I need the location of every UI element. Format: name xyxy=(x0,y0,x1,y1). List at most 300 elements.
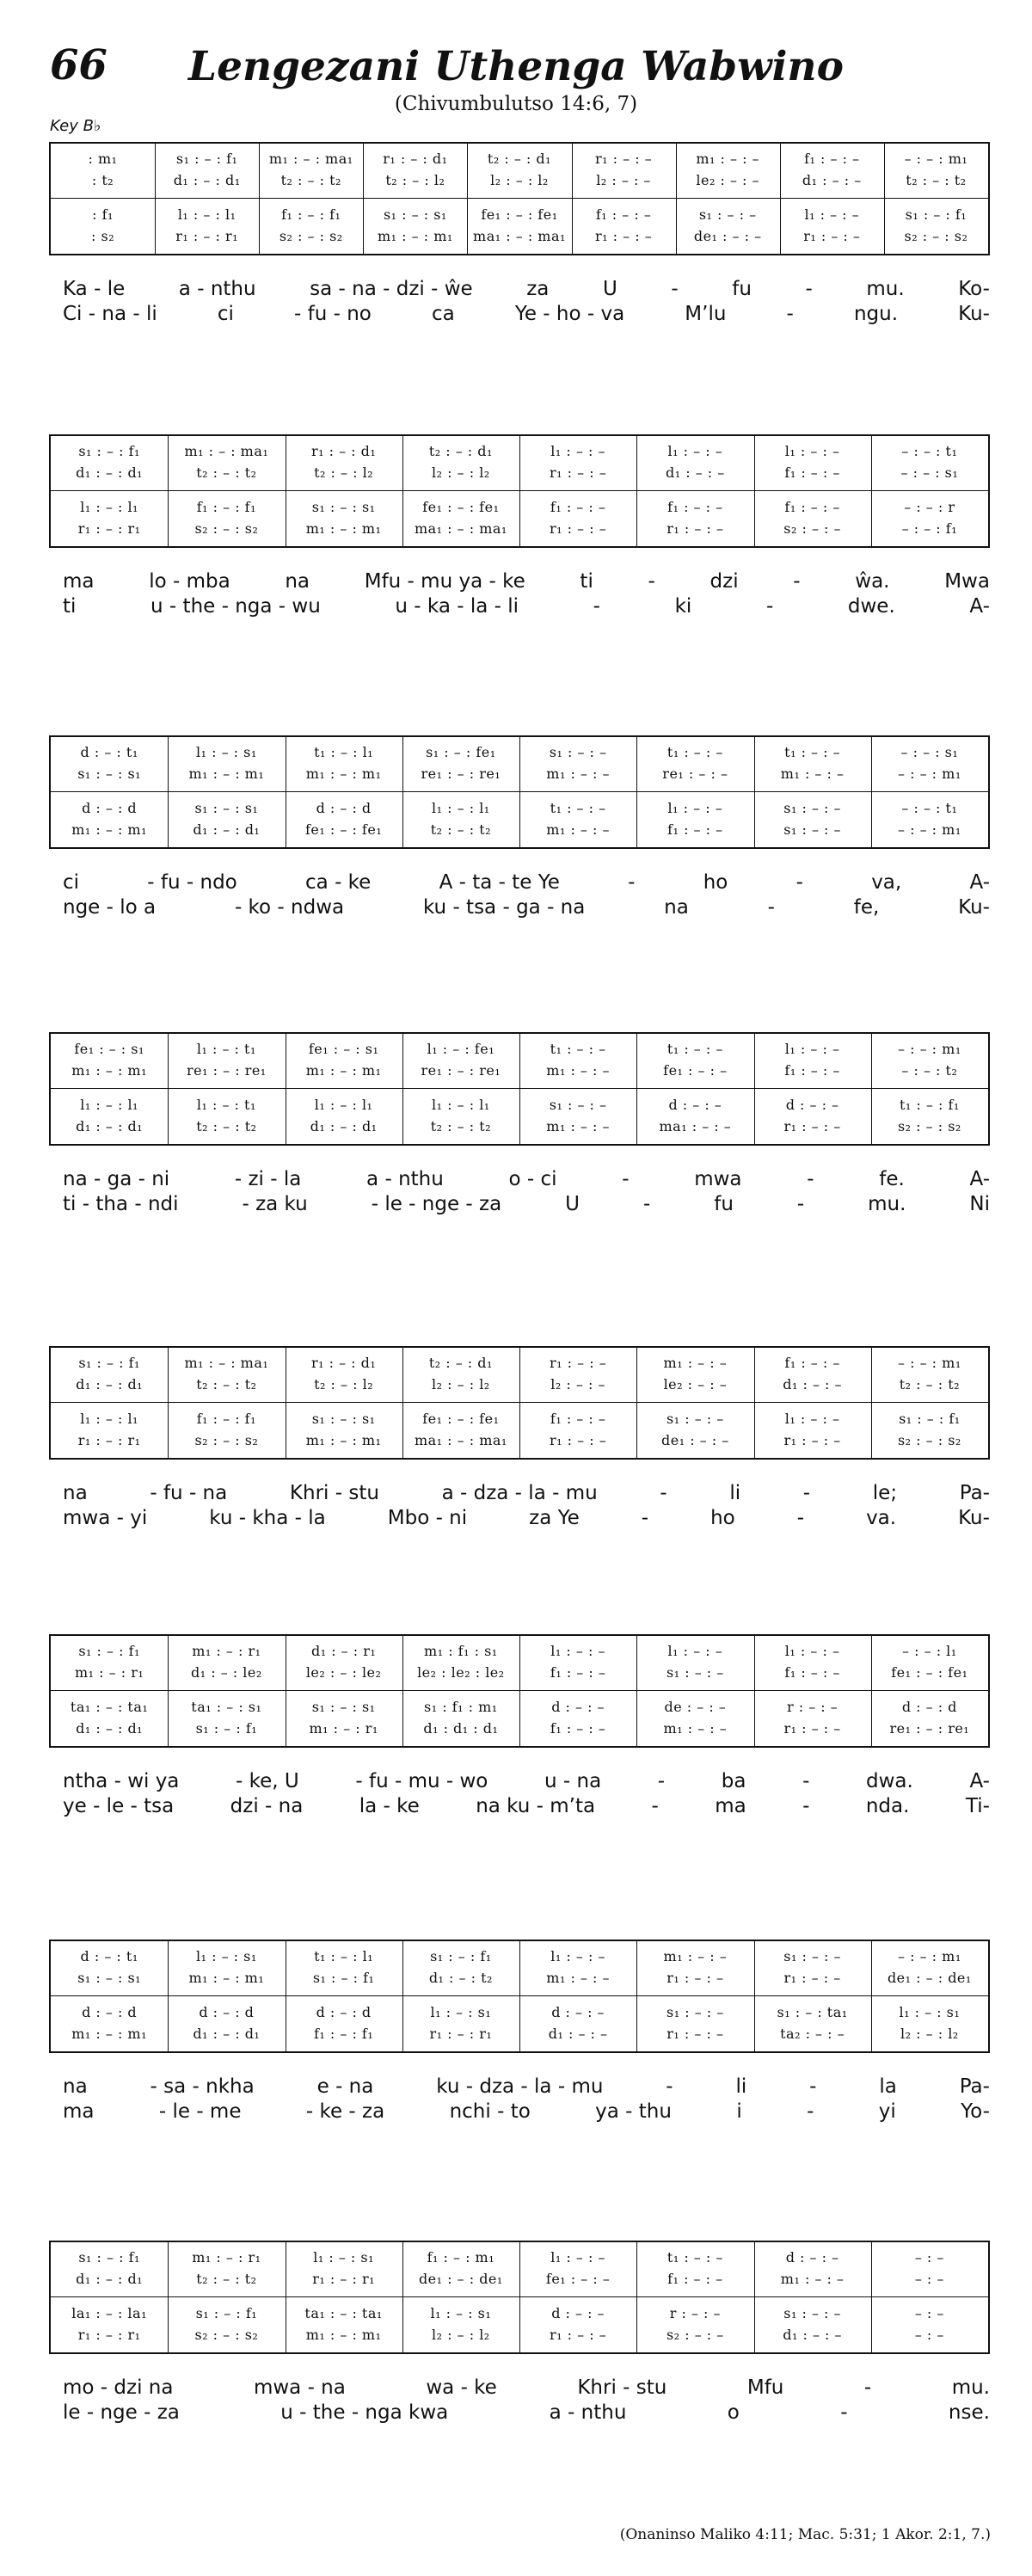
lyric-syllable: Ci - na - li xyxy=(63,303,157,325)
lyric-syllable: ye - le - tsa xyxy=(63,1795,175,1817)
lyric-syllable: - xyxy=(666,2075,673,2098)
solfa-measure: l₁ : – : – xyxy=(550,2249,605,2266)
solfa-measure: le₂ : – : – xyxy=(663,1376,728,1393)
solfa-measure: r₁ : – : – xyxy=(595,228,653,244)
solfa-measure: – : – : m₁ xyxy=(898,1041,961,1057)
solfa-measure: l₁ : – : s₁ xyxy=(195,744,257,760)
solfa-measure: t₁ : – : – xyxy=(666,744,723,760)
voice-part xyxy=(51,2023,988,2045)
lyric-line xyxy=(63,1168,990,1190)
lyric-syllable: Mfu xyxy=(746,2376,784,2399)
lyric-syllable: Pa- xyxy=(959,1482,990,1504)
lyric-syllable: ntha - wi ya xyxy=(63,1770,180,1792)
lyric-syllable: fe, xyxy=(853,896,880,919)
lyric-syllable: - xyxy=(805,278,813,300)
solfa-measure: d₁ : – : – xyxy=(665,464,725,481)
solfa-measure: l₁ : – : l₁ xyxy=(432,800,490,816)
solfa-measure: t₁ : – : – xyxy=(666,2249,723,2266)
solfa-measure: l₂ : – : l₂ xyxy=(432,1376,490,1393)
lyric-syllable: na - ga - ni xyxy=(63,1168,170,1190)
solfa-measure: s₁ : – : f₁ xyxy=(195,2305,258,2321)
solfa-measure: d₁ : – : d₁ xyxy=(193,2026,261,2042)
solfa-measure: s₁ : – : fe₁ xyxy=(426,744,496,760)
solfa-measure: t₂ : – : t₂ xyxy=(280,172,341,188)
solfa-measure: r₁ : – : – xyxy=(550,1355,607,1371)
solfa-measure: r₁ : – : – xyxy=(550,520,607,537)
lyric-line xyxy=(63,595,990,618)
lyric-syllable: - xyxy=(807,1168,814,1190)
solfa-measure: m₁ : – : – xyxy=(663,1948,728,1964)
solfa-measure: – : – : m₁ xyxy=(898,821,961,838)
lyric-syllable: - fu - mu - wo xyxy=(355,1770,488,1792)
solfa-measure: s₁ : – : f₁ xyxy=(430,1948,492,1964)
solfa-measure: t₂ : – : t₂ xyxy=(899,1376,961,1393)
solfa-measure: d₁ : – : – xyxy=(783,1376,843,1393)
solfa-measure: s₁ : – : f₁ xyxy=(312,1970,375,1986)
solfa-measure: r₁ : – : – xyxy=(550,2327,607,2343)
solfa-measure: r₁ : – : – xyxy=(783,1970,841,1986)
solfa-measure: l₁ : – : – xyxy=(550,443,605,459)
lyric-syllable: - xyxy=(648,570,655,593)
solfa-measure: s₁ : – : – xyxy=(783,2305,841,2321)
lyric-syllable: i xyxy=(736,2100,742,2123)
solfa-measure: t₂ : – : t₂ xyxy=(430,1118,492,1134)
solfa-measure: f₁ : – : – xyxy=(667,821,723,838)
solfa-measure: d₁ : – : d₁ xyxy=(173,172,241,188)
lyric-syllable: - le - me xyxy=(158,2100,242,2123)
solfa-measure: l₁ : – : – xyxy=(667,1643,723,1659)
lyric-syllable: ma xyxy=(715,1795,746,1817)
solfa-measure: – : – : m₁ xyxy=(898,1948,961,1964)
solfa-measure: d : – : d xyxy=(316,800,372,816)
lyric-syllable: - xyxy=(809,2075,817,2098)
voice-part xyxy=(51,2001,988,2024)
solfa-measure: s₁ : – : f₁ xyxy=(78,2249,140,2266)
lyric-line xyxy=(63,2075,990,2098)
solfa-measure: s₁ : – : f₁ xyxy=(899,1411,961,1427)
solfa-measure: t₁ : – : l₁ xyxy=(314,744,374,760)
music-system xyxy=(49,1940,990,2275)
lyric-syllable: ho xyxy=(703,871,728,894)
solfa-measure: m₁ : – : ma₁ xyxy=(184,443,269,459)
solfa-measure: re₁ : – : re₁ xyxy=(421,1062,501,1079)
solfa-measure: s₁ : – : f₁ xyxy=(175,151,238,167)
solfa-measure: : t₂ xyxy=(91,172,114,188)
lyric-syllable: lo - mba xyxy=(149,570,230,593)
solfa-measure: d₁ : – : le₂ xyxy=(190,1664,262,1681)
voice-part xyxy=(51,169,988,192)
lyric-syllable: la - ke xyxy=(359,1795,420,1817)
voice-part xyxy=(51,1352,988,1374)
music-system xyxy=(49,1346,990,1681)
lyric-syllable: ci xyxy=(217,303,234,325)
solfa-measure: s₁ : – : f₁ xyxy=(78,443,140,459)
solfa-measure: s₂ : – : – xyxy=(783,520,841,537)
solfa-measure: l₂ : – : – xyxy=(596,172,651,188)
lyric-syllable: - sa - nkha xyxy=(150,2075,255,2098)
lyric-syllable: nda. xyxy=(865,1795,910,1817)
lyric-syllable: ŵa. xyxy=(855,570,890,593)
lyric-syllable: na xyxy=(63,2075,88,2098)
voice-part xyxy=(51,440,988,463)
solfa-measure: t₁ : – : – xyxy=(666,1041,723,1057)
solfa-measure: t₂ : – : t₂ xyxy=(196,464,257,481)
solfa-measure: t₂ : – : d₁ xyxy=(428,443,493,459)
voice-part xyxy=(51,1429,988,1452)
voice-part xyxy=(51,1060,988,1082)
lyric-syllable: Ka - le xyxy=(63,278,126,300)
solfa-measure: r : – : – xyxy=(669,2305,722,2321)
solfa-measure: – : – xyxy=(914,2249,944,2266)
lyric-syllable: - xyxy=(786,303,794,325)
solfa-measure: t₂ : – : l₂ xyxy=(314,1376,374,1393)
lyric-syllable: mo - dzi na xyxy=(63,2376,174,2399)
solfa-measure: f₁ : – : m₁ xyxy=(427,2249,495,2266)
lyric-syllable: - xyxy=(593,595,600,618)
voice-part xyxy=(51,741,988,764)
lyric-syllable: nse. xyxy=(948,2401,990,2424)
voice-part xyxy=(51,1718,988,1740)
lyric-syllable: fu xyxy=(732,278,752,300)
solfa-staff xyxy=(49,1634,990,1748)
lyric-syllable: - xyxy=(660,1482,667,1504)
lyric-syllable: za xyxy=(526,278,550,300)
solfa-measure: t₂ : – : t₂ xyxy=(196,1376,257,1393)
solfa-measure: l₁ : – : – xyxy=(667,800,723,816)
solfa-measure: m₁ : – : – xyxy=(546,765,610,782)
solfa-measure: l₁ : – : s₁ xyxy=(195,1948,257,1964)
lyric-syllable: Ku- xyxy=(958,1507,990,1529)
music-system xyxy=(49,1032,990,1368)
solfa-measure: f₁ : – : – xyxy=(784,1355,840,1371)
lyric-line xyxy=(63,1795,990,1817)
lyric-syllable: mwa - yi xyxy=(63,1507,148,1529)
solfa-measure: r₁ : – : – xyxy=(783,1432,841,1448)
solfa-measure: l₁ : – : – xyxy=(804,206,860,223)
solfa-measure: r₁ : – : – xyxy=(666,2026,724,2042)
solfa-measure: ta₁ : – : s₁ xyxy=(191,1699,262,1715)
lyric-syllable: A- xyxy=(969,871,990,894)
solfa-staff xyxy=(49,1032,990,1146)
lyric-syllable: a - dza - la - mu xyxy=(441,1482,598,1504)
solfa-measure: l₁ : – : s₁ xyxy=(430,2305,492,2321)
solfa-measure: s₁ : – : f₁ xyxy=(78,1643,140,1659)
solfa-measure: t₁ : – : f₁ xyxy=(899,1097,960,1113)
solfa-measure: – : – : r xyxy=(904,499,955,515)
solfa-measure: s₁ : – : s₁ xyxy=(311,1411,376,1427)
solfa-measure: m₁ : – : m₁ xyxy=(305,1432,382,1448)
solfa-measure: d : – : d xyxy=(316,2004,372,2020)
lyric-syllable: ngu. xyxy=(853,303,899,325)
solfa-measure: t₂ : – : t₂ xyxy=(906,172,967,188)
solfa-measure: f₁ : – : – xyxy=(784,499,840,515)
lyric-syllable: dzi - na xyxy=(230,1795,304,1817)
solfa-measure: d₁ : – : d₁ xyxy=(76,1720,144,1737)
scripture-references: (Onaninso Maliko 4:11; Mac. 5:31; 1 Akor. 2:1, 7.) xyxy=(619,2526,991,2543)
lyric-syllable: le; xyxy=(872,1482,898,1504)
solfa-measure: s₂ : – : s₂ xyxy=(904,228,968,244)
solfa-measure: f₁ : – : – xyxy=(784,1664,840,1681)
solfa-measure: s₂ : – : s₂ xyxy=(279,228,343,244)
lyric-line xyxy=(63,896,990,919)
solfa-measure: d₁ : – : d₁ xyxy=(193,821,261,838)
lyric-syllable: - xyxy=(622,1168,630,1190)
solfa-measure: l₂ : – : l₂ xyxy=(432,464,490,481)
solfa-measure: r₁ : – : – xyxy=(783,1118,841,1134)
solfa-measure: fe₁ : – : fe₁ xyxy=(305,821,383,838)
solfa-measure: m₁ : – : ma₁ xyxy=(184,1355,269,1371)
solfa-measure: : s₂ xyxy=(91,228,115,244)
solfa-measure: s₁ : – : f₁ xyxy=(195,1720,258,1737)
voice-part xyxy=(51,2324,988,2346)
lyric-syllable: A - ta - te Ye xyxy=(439,871,560,894)
lyric-syllable: dwe. xyxy=(847,595,895,618)
solfa-measure: m₁ : – : r₁ xyxy=(192,2249,261,2266)
music-system xyxy=(49,735,990,1071)
solfa-measure: t₂ : – : t₂ xyxy=(430,821,492,838)
solfa-measure: f₁ : – : f₁ xyxy=(313,2026,374,2042)
solfa-measure: de : – : – xyxy=(664,1699,727,1715)
solfa-measure: r₁ : – : r₁ xyxy=(175,228,239,244)
solfa-measure: re₁ : – : re₁ xyxy=(889,1720,970,1737)
solfa-measure: s₁ : – : s₁ xyxy=(383,206,447,223)
lyric-syllable: mwa - na xyxy=(253,2376,346,2399)
solfa-measure: – : – : m₁ xyxy=(898,765,961,782)
solfa-measure: fe₁ : – : – xyxy=(545,2271,611,2287)
solfa-measure: l₁ : – : s₁ xyxy=(313,2249,375,2266)
solfa-measure: m₁ : – : – xyxy=(546,1062,610,1079)
lyric-syllable: - fu - na xyxy=(150,1482,228,1504)
solfa-measure: r₁ : – : r₁ xyxy=(77,520,141,537)
solfa-measure: d₁ : – : d₁ xyxy=(76,2271,144,2287)
lyric-line xyxy=(63,2401,990,2424)
solfa-measure: m₁ : – : – xyxy=(780,765,845,782)
solfa-measure: s₂ : – : s₂ xyxy=(194,520,259,537)
solfa-measure: d₁ : – : r₁ xyxy=(310,1643,377,1659)
lyric-line xyxy=(63,2376,990,2399)
lyric-syllable: a - nthu xyxy=(549,2401,627,2424)
lyric-line xyxy=(63,1482,990,1504)
solfa-measure: l₁ : – : – xyxy=(784,443,840,459)
lyric-line xyxy=(63,871,990,894)
solfa-measure: f₁ : – : – xyxy=(784,464,840,481)
solfa-measure: re₁ : – : re₁ xyxy=(421,765,501,782)
voice-part xyxy=(51,2247,988,2269)
solfa-measure: : m₁ xyxy=(88,151,118,167)
lyric-syllable: - xyxy=(628,871,636,894)
solfa-measure: d₁ : d₁ : d₁ xyxy=(423,1720,499,1737)
solfa-measure: d : – : – xyxy=(668,1097,722,1113)
lyric-syllable: la xyxy=(879,2075,897,2098)
lyric-line xyxy=(63,570,990,593)
voice-part xyxy=(51,462,988,484)
lyric-syllable: ti xyxy=(63,595,77,618)
lyric-line xyxy=(63,2100,990,2123)
lyric-syllable: dzi xyxy=(710,570,739,593)
lyric-syllable: Ti- xyxy=(965,1795,990,1817)
voice-part xyxy=(51,2268,988,2290)
voice-part xyxy=(51,1094,988,1116)
lyric-syllable: ma xyxy=(63,570,95,593)
solfa-measure: d : – : – xyxy=(785,2249,839,2266)
lyric-syllable: ma xyxy=(63,2100,95,2123)
voice-part xyxy=(51,2302,988,2325)
solfa-measure: m₁ : – : m₁ xyxy=(377,228,453,244)
solfa-measure: l₁ : – : – xyxy=(784,1041,840,1057)
solfa-measure: m₁ : – : – xyxy=(780,2271,845,2287)
lyric-syllable: M’lu xyxy=(685,303,727,325)
lyric-syllable: - ke - za xyxy=(305,2100,385,2123)
solfa-measure: r₁ : – : – xyxy=(550,1432,607,1448)
solfa-measure: d : – : d xyxy=(901,1699,957,1715)
voice-part xyxy=(51,1038,988,1061)
lyric-syllable: na xyxy=(285,570,310,593)
solfa-measure: l₁ : – : – xyxy=(784,1643,840,1659)
solfa-measure: fe₁ : – : fe₁ xyxy=(481,206,558,223)
solfa-measure: f₁ : – : f₁ xyxy=(196,1411,257,1427)
lyric-syllable: ti - tha - ndi xyxy=(63,1193,179,1215)
lyric-syllable: e - na xyxy=(316,2075,374,2098)
voice-part xyxy=(51,1374,988,1396)
lyric-syllable: - xyxy=(863,2376,872,2399)
voice-part xyxy=(51,1640,988,1663)
solfa-measure: fe₁ : – : fe₁ xyxy=(891,1664,968,1681)
solfa-measure: m₁ : – : m₁ xyxy=(305,2327,382,2343)
solfa-measure: t₂ : – : l₂ xyxy=(385,172,445,188)
solfa-measure: m₁ : f₁ : s₁ xyxy=(424,1643,498,1659)
solfa-measure: f₁ : – : – xyxy=(804,151,860,167)
solfa-measure: – : – xyxy=(914,2305,944,2321)
solfa-measure: s₁ : – : – xyxy=(783,800,841,816)
lyric-syllable: Mfu - mu ya - ke xyxy=(364,570,525,593)
solfa-measure: – : – : t₂ xyxy=(901,1062,958,1079)
solfa-measure: fe₁ : – : fe₁ xyxy=(422,499,500,515)
lyric-syllable: Pa- xyxy=(959,2075,990,2098)
solfa-measure: m₁ : – : m₁ xyxy=(305,765,382,782)
lyric-syllable: - fu - ndo xyxy=(147,871,237,894)
lyric-syllable: va, xyxy=(871,871,902,894)
music-system xyxy=(49,142,990,477)
lyric-syllable: o - ci xyxy=(508,1168,557,1190)
solfa-measure: s₂ : – : s₂ xyxy=(897,1118,961,1134)
solfa-measure: m₁ : – : ma₁ xyxy=(268,151,353,167)
solfa-measure: s₁ : – : f₁ xyxy=(78,1355,140,1371)
solfa-staff xyxy=(49,1940,990,2053)
voice-part xyxy=(51,1967,988,1989)
solfa-measure: m₁ : – : – xyxy=(546,1970,610,1986)
music-system xyxy=(49,1634,990,1970)
lyric-line xyxy=(63,303,990,325)
solfa-measure: f₁ : – : – xyxy=(550,499,606,515)
solfa-measure: ta₂ : – : – xyxy=(780,2026,845,2042)
solfa-measure: s₁ : – : s₁ xyxy=(77,765,142,782)
lyric-syllable: na xyxy=(63,1482,88,1504)
solfa-measure: m₁ : – : r₁ xyxy=(74,1664,144,1681)
lyric-syllable: - ko - ndwa xyxy=(234,896,345,919)
voice-part xyxy=(51,1662,988,1684)
solfa-measure: l₂ : – : l₂ xyxy=(490,172,549,188)
solfa-measure: : f₁ xyxy=(92,206,114,223)
lyric-syllable: a - nthu xyxy=(178,278,256,300)
solfa-measure: l₁ : – : l₁ xyxy=(314,1097,373,1113)
lyric-syllable: - xyxy=(793,570,801,593)
lyric-syllable: - xyxy=(802,1770,810,1792)
lyric-syllable: - fu - no xyxy=(294,303,372,325)
lyric-syllable: Ku- xyxy=(958,303,990,325)
solfa-staff xyxy=(49,2241,990,2354)
solfa-measure: d : – : – xyxy=(551,2305,605,2321)
voice-part xyxy=(51,797,988,820)
lyric-syllable: - xyxy=(642,1193,651,1215)
solfa-measure: d : – : – xyxy=(785,1097,839,1113)
solfa-measure: ma₁ : – : – xyxy=(659,1118,732,1134)
solfa-measure: – : – : t₁ xyxy=(901,443,958,459)
lyric-syllable: u - na xyxy=(544,1770,602,1792)
music-system xyxy=(49,434,990,770)
solfa-measure: r₁ : – : – xyxy=(783,1720,841,1737)
lyric-syllable: - za ku xyxy=(242,1193,308,1215)
solfa-measure: – : – : m₁ xyxy=(904,151,968,167)
solfa-measure: l₁ : – : – xyxy=(550,1948,605,1964)
lyric-syllable: - zi - la xyxy=(234,1168,302,1190)
solfa-measure: t₂ : – : d₁ xyxy=(428,1355,493,1371)
lyric-syllable: nchi - to xyxy=(449,2100,531,2123)
solfa-measure: de₁ : – : – xyxy=(693,228,762,244)
lyric-syllable: le - nge - za xyxy=(63,2401,180,2424)
lyric-syllable: yi xyxy=(878,2100,896,2123)
solfa-measure: d₁ : – : – xyxy=(783,2327,843,2343)
solfa-measure: m₁ : – : m₁ xyxy=(188,765,265,782)
lyric-syllable: - xyxy=(796,871,803,894)
solfa-measure: s₁ : – : – xyxy=(698,206,757,223)
solfa-measure: – : – xyxy=(914,2327,944,2343)
lyric-syllable: mu. xyxy=(951,2376,990,2399)
solfa-measure: s₁ : – : s₁ xyxy=(311,499,376,515)
solfa-measure: f₁ : – : – xyxy=(667,499,723,515)
solfa-measure: s₁ : – : – xyxy=(666,1664,724,1681)
solfa-measure: m₁ : – : m₁ xyxy=(305,1062,382,1079)
solfa-measure: d₁ : – : – xyxy=(802,172,862,188)
solfa-measure: r₁ : – : – xyxy=(666,520,724,537)
solfa-measure: l₁ : – : fe₁ xyxy=(427,1041,495,1057)
solfa-measure: l₁ : – : l₁ xyxy=(177,206,236,223)
solfa-measure: d : – : – xyxy=(551,2004,605,2020)
solfa-measure: s₁ : – : – xyxy=(783,1948,841,1964)
lyric-syllable: va. xyxy=(866,1507,897,1529)
solfa-measure: s₂ : – : s₂ xyxy=(897,1432,961,1448)
solfa-measure: l₁ : – : s₁ xyxy=(899,2004,961,2020)
lyric-syllable: ho xyxy=(710,1507,735,1529)
lyric-syllable: - xyxy=(840,2401,848,2424)
voice-part xyxy=(51,1116,988,1138)
solfa-measure: r : – : – xyxy=(786,1699,838,1715)
solfa-measure: – : – : s₁ xyxy=(900,744,959,760)
lyric-syllable: Mwa xyxy=(944,570,990,593)
solfa-measure: l₁ : – : – xyxy=(550,1643,605,1659)
lyric-syllable: ci xyxy=(63,871,80,894)
lyric-line xyxy=(63,1770,990,1792)
lyric-syllable: fu xyxy=(714,1193,734,1215)
lyric-syllable: na xyxy=(664,896,689,919)
lyric-syllable: - xyxy=(657,1770,666,1792)
solfa-measure: r₁ : – : r₁ xyxy=(429,2026,493,2042)
solfa-measure: m₁ : – : m₁ xyxy=(71,821,148,838)
solfa-staff xyxy=(49,1346,990,1460)
lyric-syllable: ca xyxy=(431,303,455,325)
voice-part xyxy=(51,204,988,226)
solfa-measure: d₁ : – : – xyxy=(548,2026,608,2042)
solfa-measure: le₂ : le₂ : le₂ xyxy=(417,1664,505,1681)
